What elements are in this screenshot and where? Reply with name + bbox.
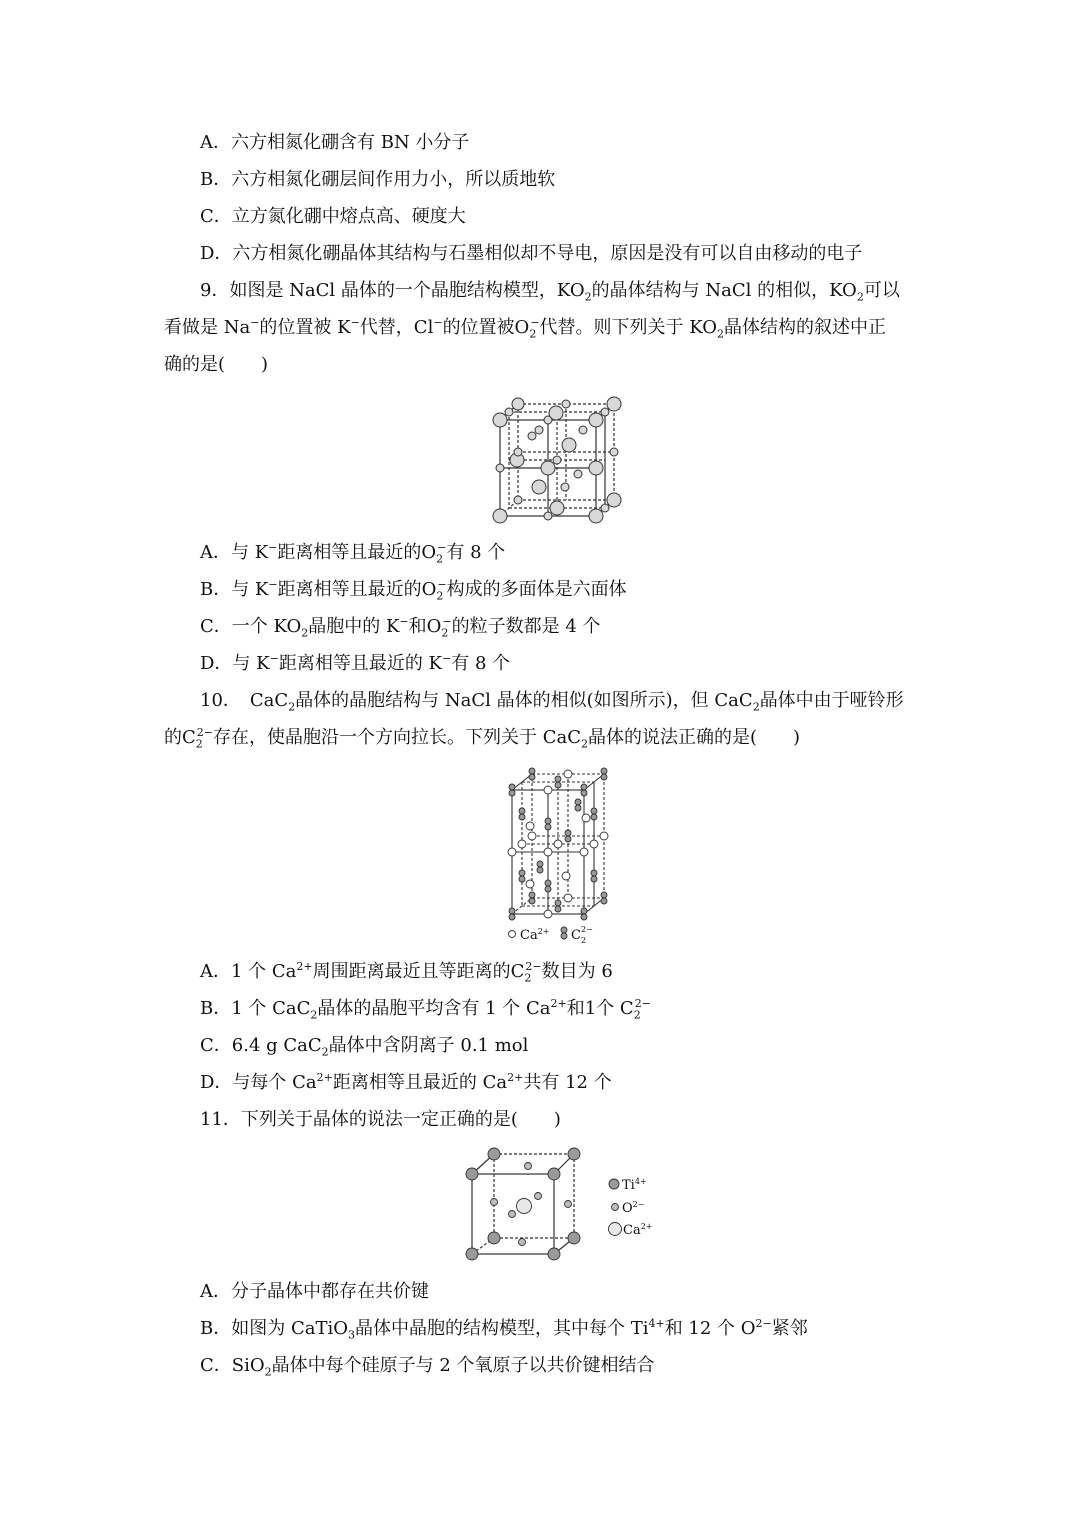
q9-option-text: 和O [408,616,442,637]
q11-option-a: A．分子晶体中都存在共价键 [200,1281,429,1302]
c2-legend-marker [561,933,567,939]
q10-option-text: B．1 个 CaC [200,998,311,1019]
subscript: 2 [529,327,537,341]
q9-option-text: 有 8 个 [446,542,506,563]
q9-stem-line1 [200,279,900,303]
q10-option-a [200,960,613,984]
q9-option-text: 构成的多面体是六面体 [446,579,627,600]
superscript: − [442,652,452,665]
q9-text: 晶体结构的叙述中正 [724,317,886,338]
q11-option-text: 和 12 个 O [664,1318,756,1339]
q9-text: 代替，Cl [359,317,434,338]
q9-text: 代替。则下列关于 KO [539,317,717,338]
q10-option-text: 共有 12 个 [523,1072,612,1093]
q9-text: 的位置被O [442,317,530,338]
q10-option-text: 数目为 6 [541,961,613,982]
cac2-unit-cell-figure [500,764,630,949]
superscript: − [530,316,540,329]
q11-option-text: 晶体中晶胞的结构模型，其中每个 Ti [354,1318,649,1339]
o-legend-marker [612,1204,619,1211]
subscript: 2 [581,737,588,751]
subscript: 2 [633,1008,641,1022]
superscript: 2+ [507,1071,524,1084]
subscript: 2 [584,290,592,304]
ca-legend-label: $Ca^{2+}$ [623,1222,653,1238]
q10-option-text: 和1个 C [566,998,634,1019]
q9-text: 的晶体结构与 NaCl 的相似，KO [591,280,857,301]
q10-option-text: A．1 个 Ca [200,961,297,982]
catio3-unit-cell-figure [460,1144,660,1268]
subscript: 2 [441,626,449,640]
subscript: 2 [321,1045,329,1059]
q10-option-text: 距离相等且最近的 Ca [332,1072,508,1093]
q9-option-text: 距离相等且最近的O [277,542,437,563]
q9-option-text: 距离相等且最近的 K [278,653,442,674]
ti-legend-label: $Ti^{4+}$ [622,1177,647,1193]
subscript: 2 [856,290,864,304]
q11-option-text: C．SiO [200,1355,265,1376]
superscript: − [437,541,447,554]
q11-stem: 11．下列关于晶体的说法一定正确的是( ) [200,1109,561,1130]
subscript: 2 [436,589,444,603]
subscript: 2 [752,700,760,714]
q10-text: 10． CaC [200,690,289,711]
ca-legend-marker [609,1223,622,1236]
q11-option-text: 紧邻 [771,1318,808,1339]
q9-option-c [200,615,601,639]
subscript: 2 [524,971,532,985]
subscript: 2 [301,626,309,640]
superscript: 2− [634,997,651,1010]
q9-option-text: 有 8 个 [451,653,511,674]
q10-text: 存在，使晶胞沿一个方向拉长。下列关于 CaC [213,727,581,748]
superscript: − [350,316,360,329]
superscript: 2+ [316,1071,333,1084]
q9-option-text: 的粒子数都是 4 个 [451,616,601,637]
q10-text: 晶体中由于哑铃形 [759,690,904,711]
q9-option-d [200,652,510,676]
q10-stem-line2 [164,726,800,750]
q9-option-b [200,578,627,602]
q9-option-text: D．与 K [200,653,270,674]
subscript: 2 [436,552,444,566]
q10-option-c [200,1034,528,1058]
ti-legend-marker [609,1179,619,1189]
superscript: 2− [755,1317,772,1330]
q9-option-text: C．一个 KO [200,616,302,637]
q10-option-text: 晶体的晶胞平均含有 1 个 Ca [317,998,551,1019]
superscript: − [437,578,447,591]
superscript: − [268,541,278,554]
q8-option-a: A．六方相氮化硼含有 BN 小分子 [200,132,470,153]
superscript: 4+ [648,1317,665,1330]
q10-option-b [200,997,651,1021]
superscript: 2− [196,726,213,739]
q8-option-d: D．六方相氮化硼晶体其结构与石墨相似却不导电，原因是没有可以自由移动的电子 [200,243,863,264]
q9-text: 的位置被 K [259,317,351,338]
q9-option-text: B．与 K [200,579,269,600]
subscript: 2 [264,1365,272,1379]
q9-text: 看做是 Na [164,317,251,338]
o-legend-label: $O^{2-}$ [622,1200,645,1216]
q10-option-text: C．6.4 g CaC [200,1035,322,1056]
subscript: 3 [347,1328,355,1342]
subscript: 2 [288,700,296,714]
q11-option-c [200,1354,655,1378]
ca-legend-marker [509,931,516,938]
subscript: 2 [717,327,724,341]
superscript: − [268,578,278,591]
q10-option-text: 晶体中含阴离子 0.1 mol [328,1035,529,1056]
superscript: − [269,652,279,665]
superscript: − [433,316,443,329]
q9-option-text: 距离相等且最近的O [277,579,437,600]
subscript: 2 [310,1008,318,1022]
q9-option-a [200,541,505,565]
q10-option-text: D．与每个 Ca [200,1072,317,1093]
c2-legend-label: $C_22-$ [571,925,593,945]
subscript: 2 [195,737,203,751]
q10-option-d [200,1071,612,1095]
q9-text: 可以 [863,280,900,301]
q11-option-text: 晶体中每个硅原子与 2 个氧原子以共价键相结合 [271,1355,655,1376]
c2-legend-marker [561,927,567,933]
q9-option-text: 晶胞中的 K [308,616,400,637]
q9-option-text: A．与 K [200,542,269,563]
q10-text: 的C [164,727,196,748]
nacl-unit-cell-figure [480,390,630,530]
superscript: 2+ [550,997,567,1010]
q8-option-c: C．立方氮化硼中熔点高、硬度大 [200,206,466,227]
q10-text: 晶体的晶胞结构与 NaCl 晶体的相似(如图所示)，但 CaC [295,690,753,711]
q9-stem-line2 [164,316,886,340]
q11-option-b [200,1317,808,1341]
q8-option-b: B．六方相氮化硼层间作用力小，所以质地软 [200,169,556,190]
ca-legend-label: $Ca^{2+}$ [520,927,550,943]
superscript: 2− [525,960,542,973]
superscript: − [250,316,260,329]
superscript: 2+ [296,960,313,973]
q10-option-text: 周围距离最近且等距离的C [312,961,525,982]
q9-stem-line3: 确的是( ) [164,354,269,375]
q11-option-text: B．如图为 CaTiO [200,1318,348,1339]
q10-text: 晶体的说法正确的是( ) [588,727,801,748]
q10-stem-line1 [200,689,904,713]
superscript: − [442,615,452,628]
superscript: − [399,615,409,628]
q9-text: 9．如图是 NaCl 晶体的一个晶胞结构模型，KO [200,280,585,301]
